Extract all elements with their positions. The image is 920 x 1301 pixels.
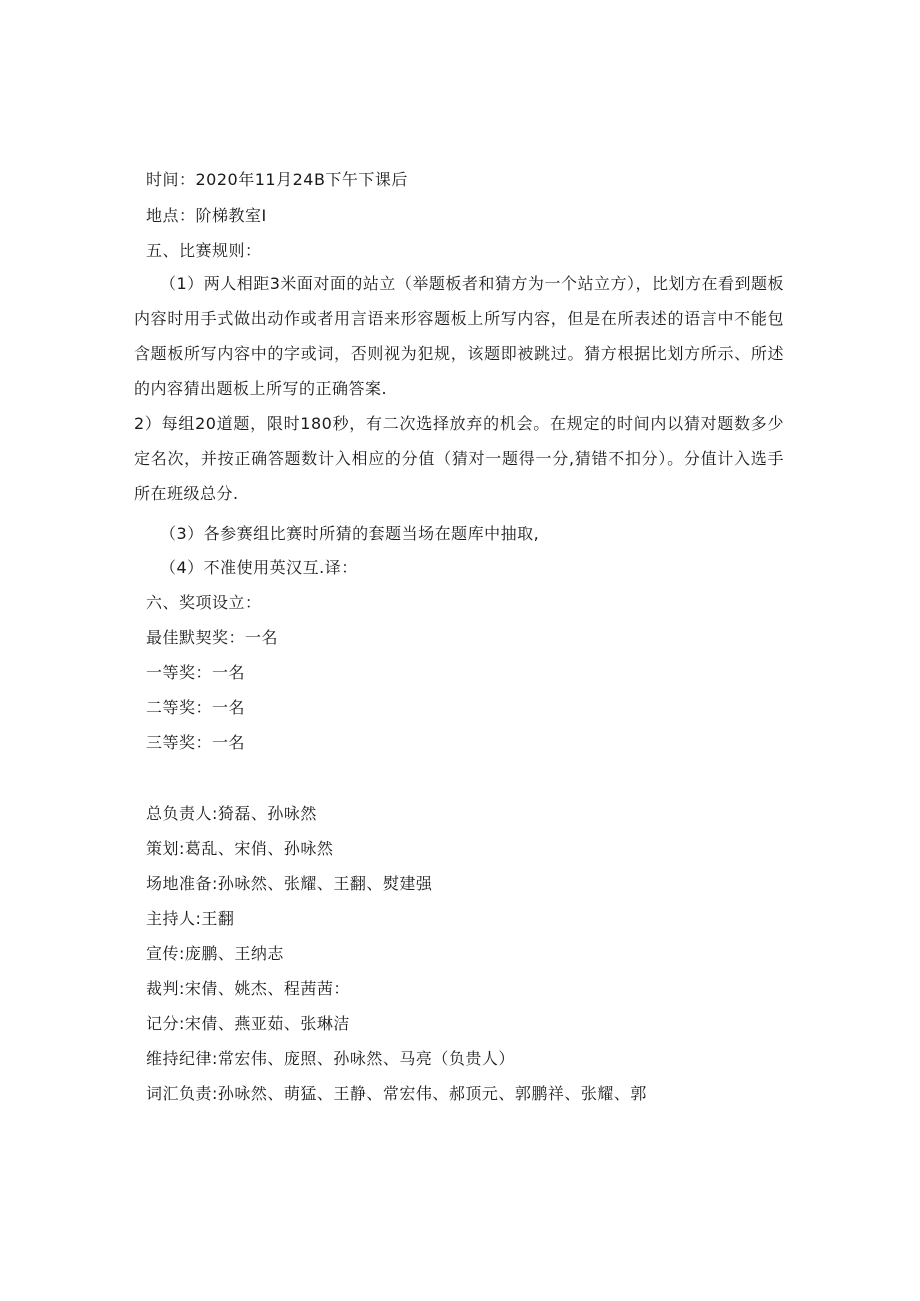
award-item: 一等奖：一名 bbox=[146, 663, 246, 682]
rule-2: 2）每组20道题，限时180秒，有二次选择放弃的机会。在规定的时间内以猜对题数多少定名次，并按正确答题数计入相应的分值（猜对一题得一分,猜错不扣分）。分值计入选手所在班级总分. bbox=[134, 414, 784, 503]
awards-heading: 六、奖项设立： bbox=[146, 593, 262, 612]
staff-line: 裁判:宋倩、姚杰、程茜茜： bbox=[146, 979, 350, 998]
staff-line: 场地准备:孙咏然、张耀、王翻、熨建强 bbox=[146, 874, 433, 893]
staff-line: 总负责人:猗磊、孙咏然 bbox=[146, 804, 317, 823]
staff-line: 词汇负责:孙咏然、萌猛、王静、常宏伟、郝顶元、郭鹏祥、张耀、郭 bbox=[146, 1084, 647, 1103]
rules-heading: 五、比赛规则： bbox=[146, 241, 262, 260]
staff-line: 主持人:王翻 bbox=[146, 909, 235, 928]
award-item: 二等奖：一名 bbox=[146, 698, 246, 717]
rule-3: （3）各参赛组比赛时所猜的套题当场在题库中抽取, bbox=[160, 524, 540, 543]
staff-line: 宣传:庞鹏、王纳志 bbox=[146, 944, 284, 963]
staff-line: 策划:葛乱、宋俏、孙咏然 bbox=[146, 839, 334, 858]
event-time: 时间：2020年11月24B下午下课后 bbox=[146, 170, 408, 189]
staff-line: 维持纪律:常宏伟、庞照、孙咏然、马亮（负贵人） bbox=[146, 1049, 515, 1068]
event-location: 地点：阶梯教室I bbox=[146, 206, 267, 225]
award-item: 三等奖：一名 bbox=[146, 733, 246, 752]
rule-1: （1）两人相距3米面对面的站立（举题板者和猜方为一个站立方），比划方在看到题板内容时用手式做出动作或者用言语来形容题板上所写内容，但是在所表述的语言中不能包含题板所写内容中的字或词，否则视为犯规，该题即被跳过。猜方根据比划方所示、所述的内容猜出题板上所写的正确答案. bbox=[134, 274, 784, 398]
rule-4: （4）不准使用英汉互.译： bbox=[160, 558, 358, 577]
award-item: 最佳默契奖：一名 bbox=[146, 628, 279, 647]
staff-line: 记分:宋倩、燕亚茹、张琳洁 bbox=[146, 1014, 350, 1033]
